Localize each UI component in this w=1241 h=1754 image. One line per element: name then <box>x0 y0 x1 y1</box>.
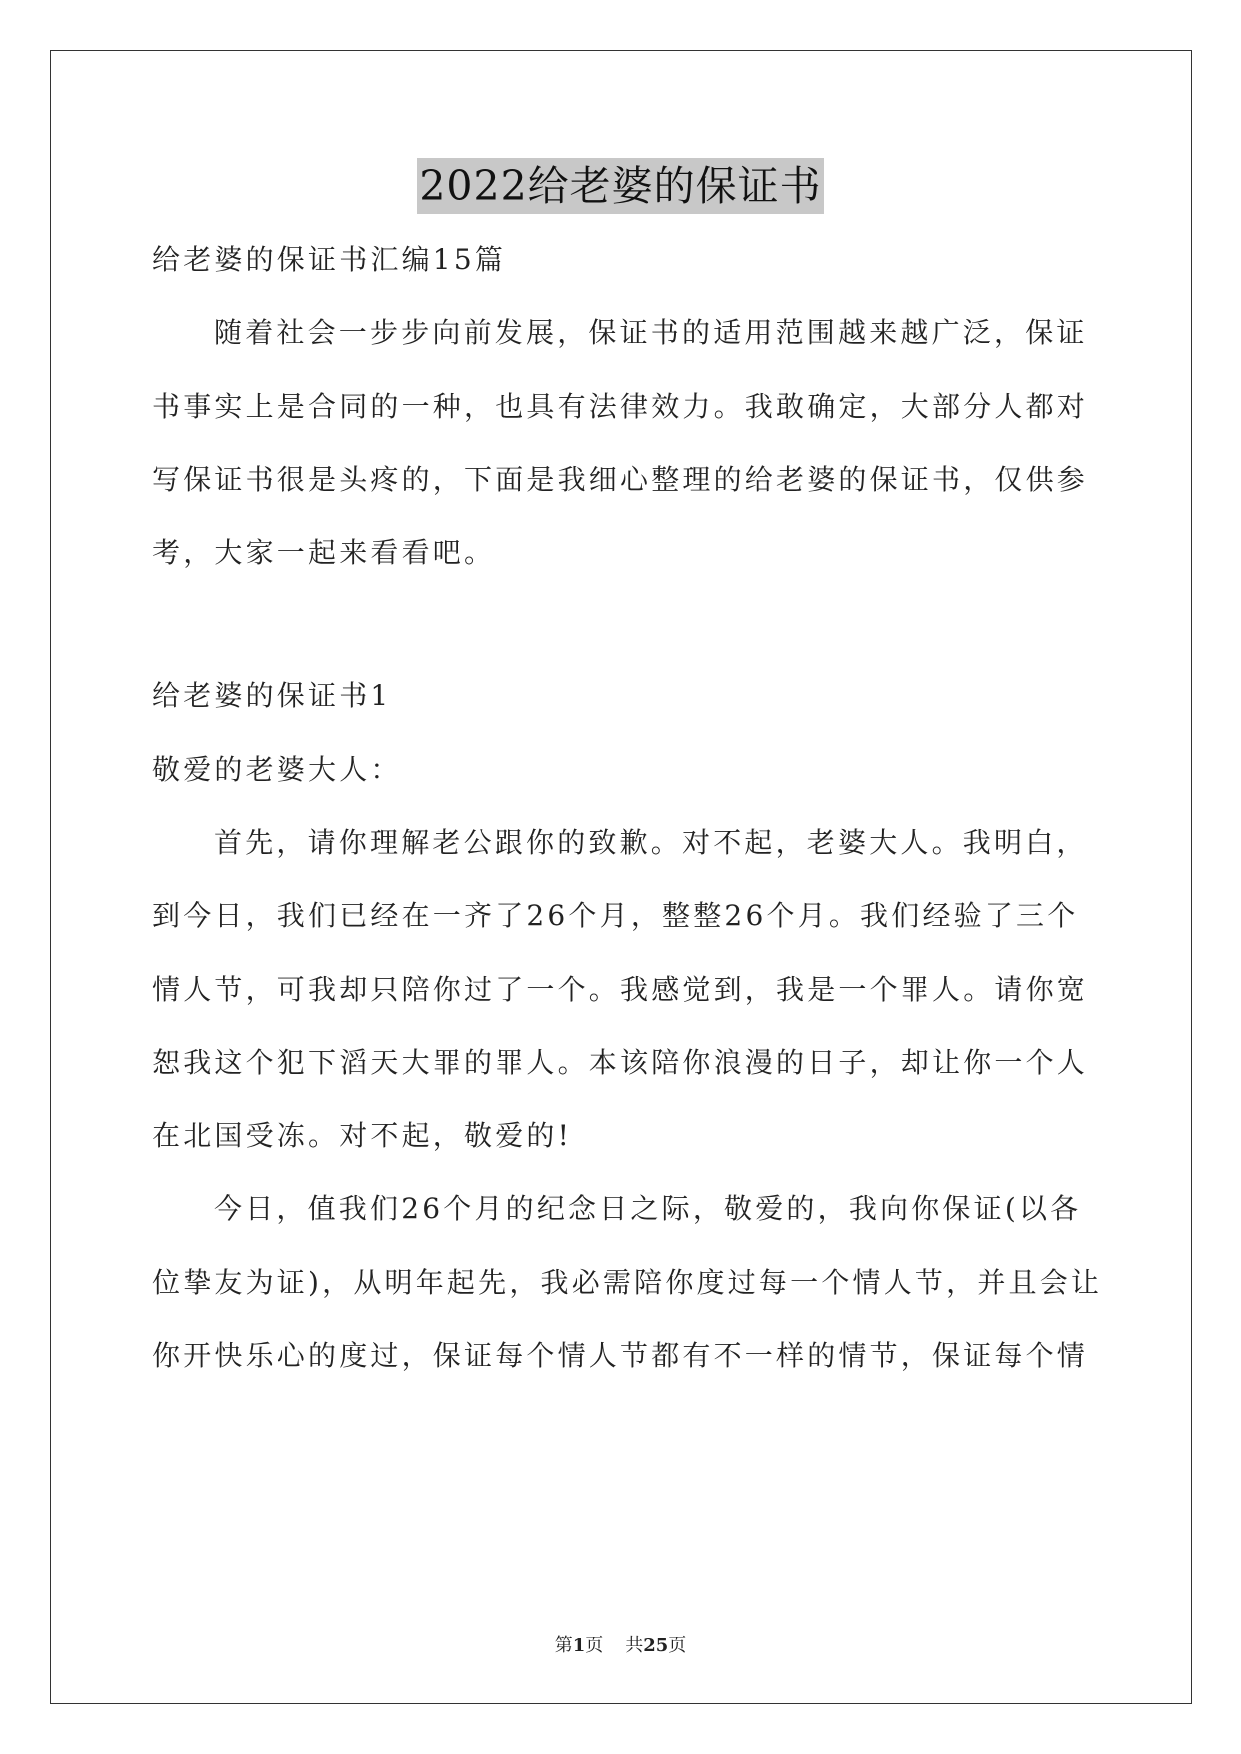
para1-line-3: 情人节，可我却只陪你过了一个。我感觉到，我是一个罪人。请你宽 <box>152 973 1089 1006</box>
page-footer <box>0 1634 1241 1658</box>
intro-line-1: 随着社会一步步向前发展，保证书的适用范围越来越广泛，保证 <box>214 316 1088 349</box>
total-pages: 25 <box>643 1635 669 1656</box>
page-number: 1 <box>572 1635 586 1656</box>
para1-line-4: 恕我这个犯下滔天大罪的罪人。本该陪你浪漫的日子，却让你一个人 <box>152 1046 1089 1079</box>
para1-line-1: 首先，请你理解老公跟你的致歉。对不起，老婆大人。我明白， <box>214 826 1088 859</box>
para2-line-3: 你开快乐心的度过，保证每个情人节都有不一样的情节，保证每个情 <box>152 1339 1089 1372</box>
para1-line-2: 到今日，我们已经在一齐了26个月，整整26个月。我们经验了三个 <box>152 899 1079 932</box>
document-title: 2022给老婆的保证书 <box>417 158 823 214</box>
para1-line-5: 在北国受冻。对不起，敬爱的! <box>152 1119 573 1152</box>
page-suffix: 页 <box>585 1635 604 1656</box>
para2-line-1: 今日，值我们26个月的纪念日之际，敬爱的，我向你保证(以各 <box>214 1192 1082 1225</box>
subtitle: 给老婆的保证书汇编15篇 <box>152 243 507 276</box>
total-suffix: 页 <box>668 1635 687 1656</box>
page-prefix: 第 <box>554 1635 573 1656</box>
salutation: 敬爱的老婆大人： <box>152 753 402 786</box>
intro-line-3: 写保证书很是头疼的，下面是我细心整理的给老婆的保证书，仅供参 <box>152 463 1089 496</box>
para2-line-2: 位挚友为证)，从明年起先，我必需陪你度过每一个情人节，并且会让 <box>152 1266 1103 1299</box>
intro-line-2: 书事实上是合同的一种，也具有法律效力。我敢确定，大部分人都对 <box>152 390 1089 423</box>
intro-line-4: 考，大家一起来看看吧。 <box>152 536 496 569</box>
section-title: 给老婆的保证书1 <box>152 679 392 712</box>
total-prefix: 共 <box>625 1635 644 1656</box>
title-container <box>0 158 1241 214</box>
page-border <box>50 50 1192 1704</box>
